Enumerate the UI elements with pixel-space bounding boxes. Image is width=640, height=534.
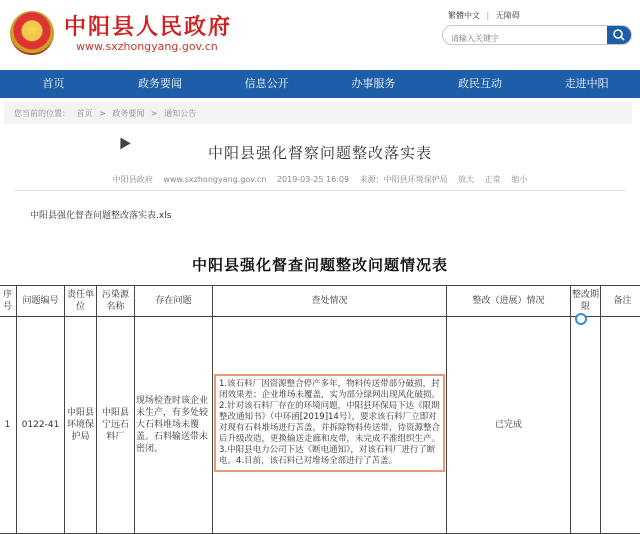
cell-unit: 中阳县环境保护局 [65,317,97,534]
font-large-button[interactable]: 放大 [458,175,474,184]
cell-handling: 1.该石料厂因资源整合停产多年，物料传送带部分破损，封闭效果差；企业堆场未覆盖，实为部分绿网出现风化破损。2.针对该石料厂存在的环境问题，中阳县环保局下达《限期整改通知书》（中环函[2019]14号），要求该石料厂立即对对现有石料堆场进行苫盖，并拆除物料传送带，待资源整合后升级改造，更换输送走廊和皮带，未完成不准组织生产。3.中阳县电力公司下达《断电通知》，对该石料厂进行了断电。4.目前，该石料已对堆场全部进行了苫盖。 [214,374,445,472]
breadcrumb-prefix: 您当前的位置： [14,109,70,118]
nav-interaction[interactable]: 政民互动 [427,70,534,98]
header-remark: 备注 [601,286,640,317]
header-source: 污染源名称 [97,286,135,317]
breadcrumb-home[interactable]: 首页 [77,109,93,118]
header-unit: 责任单位 [65,286,97,317]
attachment-link[interactable]: 中阳县强化督查问题整改落实表.xls [30,208,171,221]
divider [14,190,626,191]
nav-news[interactable]: 政务要闻 [107,70,214,98]
table-header-row [0,286,640,317]
cell-no: 1 [0,317,17,534]
cell-problem: 现场检查时该企业未生产，有多处较大石料堆场未覆盖。石料输送带未密闭。 [135,317,213,534]
cell-source: 中阳县宁远石料厂 [97,317,135,534]
national-emblem-icon [10,11,54,55]
meta-publisher: 中阳县政府 [113,175,153,184]
link-separator: | [487,11,490,20]
site-header [0,0,640,68]
nav-info-disclosure[interactable]: 信息公开 [213,70,320,98]
rectification-table [0,285,640,534]
breadcrumb [14,108,200,119]
header-no: 序号 [0,286,17,317]
cell-handling-wrap [213,317,447,534]
search-box [442,25,632,45]
font-normal-button[interactable]: 正常 [485,175,501,184]
site-title[interactable]: 中阳县人民政府 [64,10,232,41]
search-input[interactable] [443,30,601,46]
accessibility-link[interactable]: 无障碍 [496,11,520,20]
table-row [0,317,640,534]
breadcrumb-sep: > [151,109,158,118]
nav-home[interactable]: 首页 [0,70,107,98]
site-url: www.sxzhongyang.gov.cn [76,40,218,53]
main-nav [0,70,640,98]
breadcrumb-news[interactable]: 政务要闻 [112,109,144,118]
article-title: 中阳县强化督察问题整改落实表 [0,142,640,163]
header-progress: 整改（进展）情况 [447,286,571,317]
breadcrumb-notice[interactable]: 通知公告 [164,109,196,118]
table-title: 中阳县强化督查问题整改问题情况表 [0,254,640,275]
meta-url: www.sxzhongyang.gov.cn [163,175,266,184]
header-handling: 查处情况 [213,286,447,317]
meta-source: 来源：中阳县环境保护局 [360,175,448,184]
header-problem: 存在问题 [135,286,213,317]
breadcrumb-sep: > [99,109,106,118]
search-icon [607,26,631,44]
cell-code: 0122-41 [17,317,65,534]
nav-services[interactable]: 办事服务 [320,70,427,98]
header-code: 问题编号 [17,286,65,317]
cell-deadline [571,317,601,534]
cell-remark [601,317,640,534]
search-button[interactable] [607,26,631,44]
traditional-chinese-link[interactable]: 繁體中文 [448,11,480,20]
loading-dot-icon [575,313,587,325]
font-small-button[interactable]: 缩小 [511,175,527,184]
header-deadline: 整改期限 [571,286,601,317]
article-meta [0,174,640,185]
meta-date: 2019-03-25 16:09 [277,175,349,184]
top-links [448,10,524,21]
cell-progress: 已完成 [447,317,571,534]
nav-about[interactable]: 走进中阳 [533,70,640,98]
